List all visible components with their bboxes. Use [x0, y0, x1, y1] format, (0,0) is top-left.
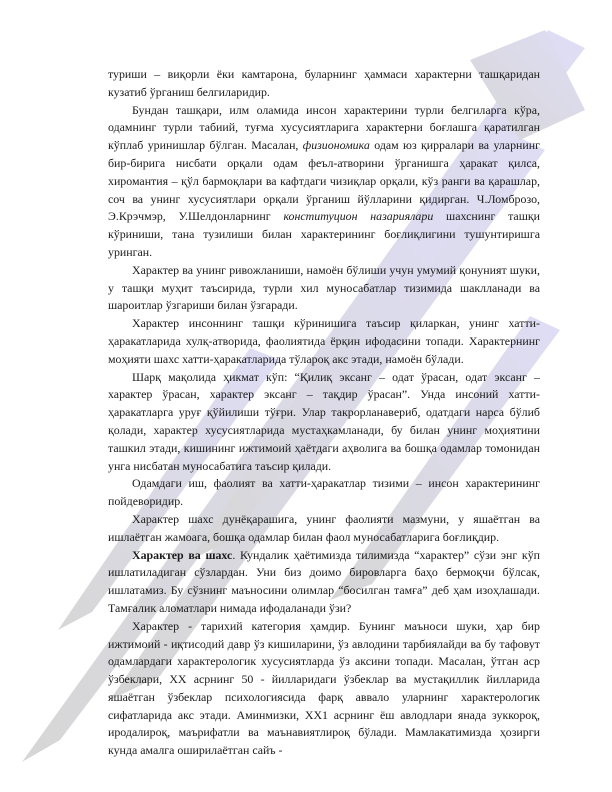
text-run: Характер инсоннинг ташқи кўринишига таъсир қиларкан, унинг хатти-ҳаракатларида хулқ-атворида, фаолиятида ёрқин ифодасини топади. Характернинг моҳияти шахс хатти-ҳаракатларида тўлароқ акс этади, намоён бўлади. [108, 316, 540, 366]
document-body [108, 66, 540, 760]
italic-term-run: конституцион назариялари [283, 209, 434, 224]
paragraph [108, 369, 540, 476]
paragraph [108, 475, 540, 511]
italic-term-run: физиономика [302, 138, 370, 153]
paragraph [108, 102, 540, 262]
paragraph [108, 511, 540, 547]
text-run: туриши – виқорли ёки камтарона, буларнинг ҳаммаси характерни ташқаридан кузатиб ўрганиш белгиларидир. [108, 67, 540, 99]
text-run: Характер - тарихий категория ҳамдир. Бунинг маъноси шуки, ҳар бир ижтимоий - иқтисодий давр ўз кишиларини, ўз авлодини тарбиялайди ва бу тафовут одамлардаги характерологик хусусиятларда ўз аксини топади. Масалан, ўтган аср ўзбеклари, ХХ асрнинг 50 - йилларидаги ўзбеклар ва мустақиллик йилларида яшаётган ўзбеклар психологиясида фарқ аввало уларнинг характерологик сифатларида акс этади. Аминмизки, ХХ1 асрнинг ёш авлодлари янада зуккороқ, иродалироқ, маърифатли ва маънавиятлироқ бўлади. Мамлакатимизда ҳозирги кунда амалга оширилаётган сайъ - [108, 618, 540, 758]
text-run: Характер ва унинг ривожланиши, намоён бўлиши учун умумий қонуният шуки, у ташқи муҳит таъсирида, турли хил муносабатлар тизимида шаклланади ва шароитлар ўзгариши билан ўзгаради. [108, 262, 540, 313]
text-run: Характер шахс дунёқарашига, унинг фаолияти мазмуни, у яшаётган ва ишлаётган жамоага, бошқа одамлар билан фаол муносабатларига боғлиқдир. [108, 511, 540, 544]
paragraph [108, 262, 540, 315]
bold-heading-run: Характер ва шахс [132, 547, 233, 562]
text-run: одам юз қирралари ва уларнинг бир-бирига нисбати орқали одам феъл-атворини ўрганишга ҳаракат қилса, хиромантия – қўл бармоқлари ва кафтдаги чизиқлар орқали, кўз ранги ва қарашлар, соч ва унинг хусусиятлари орқали ўрганиш йўлларини қидирган. Ч.Ломброзо, Э.Крэчмэр, У.Шелдонларнинг [108, 138, 540, 224]
paragraph [108, 66, 540, 102]
text-run: шахснинг ташқи кўриниши, тана тузилиши билан характерининг боғлиқлигини тушунтиришга уринган. [108, 209, 540, 259]
text-run: Шарқ мақолида ҳикмат кўп: “Қилиқ эксанг – одат ўрасан, одат эксанг – характер ўрасан, характер эксанг – тақдир ўрасан”. Унда инсоний хатти-ҳаракатларга уруғ қўйилиши тўғри. Улар такрорланавериб, одатдаги нарса бўлиб қолади, характер хусусиятларида мустаҳкамланади, бу билан унинг моҳиятини ташкил этади, кишининг ижтимоий ҳаётдаги аҳволига ва бошқа одамлар томонидан унга нисбатан муносабатига таъсир қилади. [108, 369, 540, 473]
paragraph [108, 547, 540, 618]
paragraph [108, 618, 540, 760]
text-run: . Кундалик ҳаётимизда тилимизда “характер” сўзи энг кўп ишлатиладиган сўзлардан. Уни биз доимо бировларга баҳо бермоқчи бўлсак, ишлатамиз. Бу сўзнинг маъносини олимлар “босилган тамға” деб ҳам изоҳлашади. Тамғалик аломатлари нимада ифодаланади ўзи? [108, 547, 540, 615]
paragraph [108, 315, 540, 368]
text-run: Бундан ташқари, илм оламида инсон характерини турли белгиларга кўра, одамнинг турли табиий, туғма хусусиятларига характерни боғлашга қаратилган кўплаб уринишлар бўлган. Масалан, [108, 102, 540, 153]
text-run: Одамдаги иш, фаолият ва хатти-ҳаракатлар тизими – инсон характерининг пойдеворидир. [108, 476, 540, 509]
